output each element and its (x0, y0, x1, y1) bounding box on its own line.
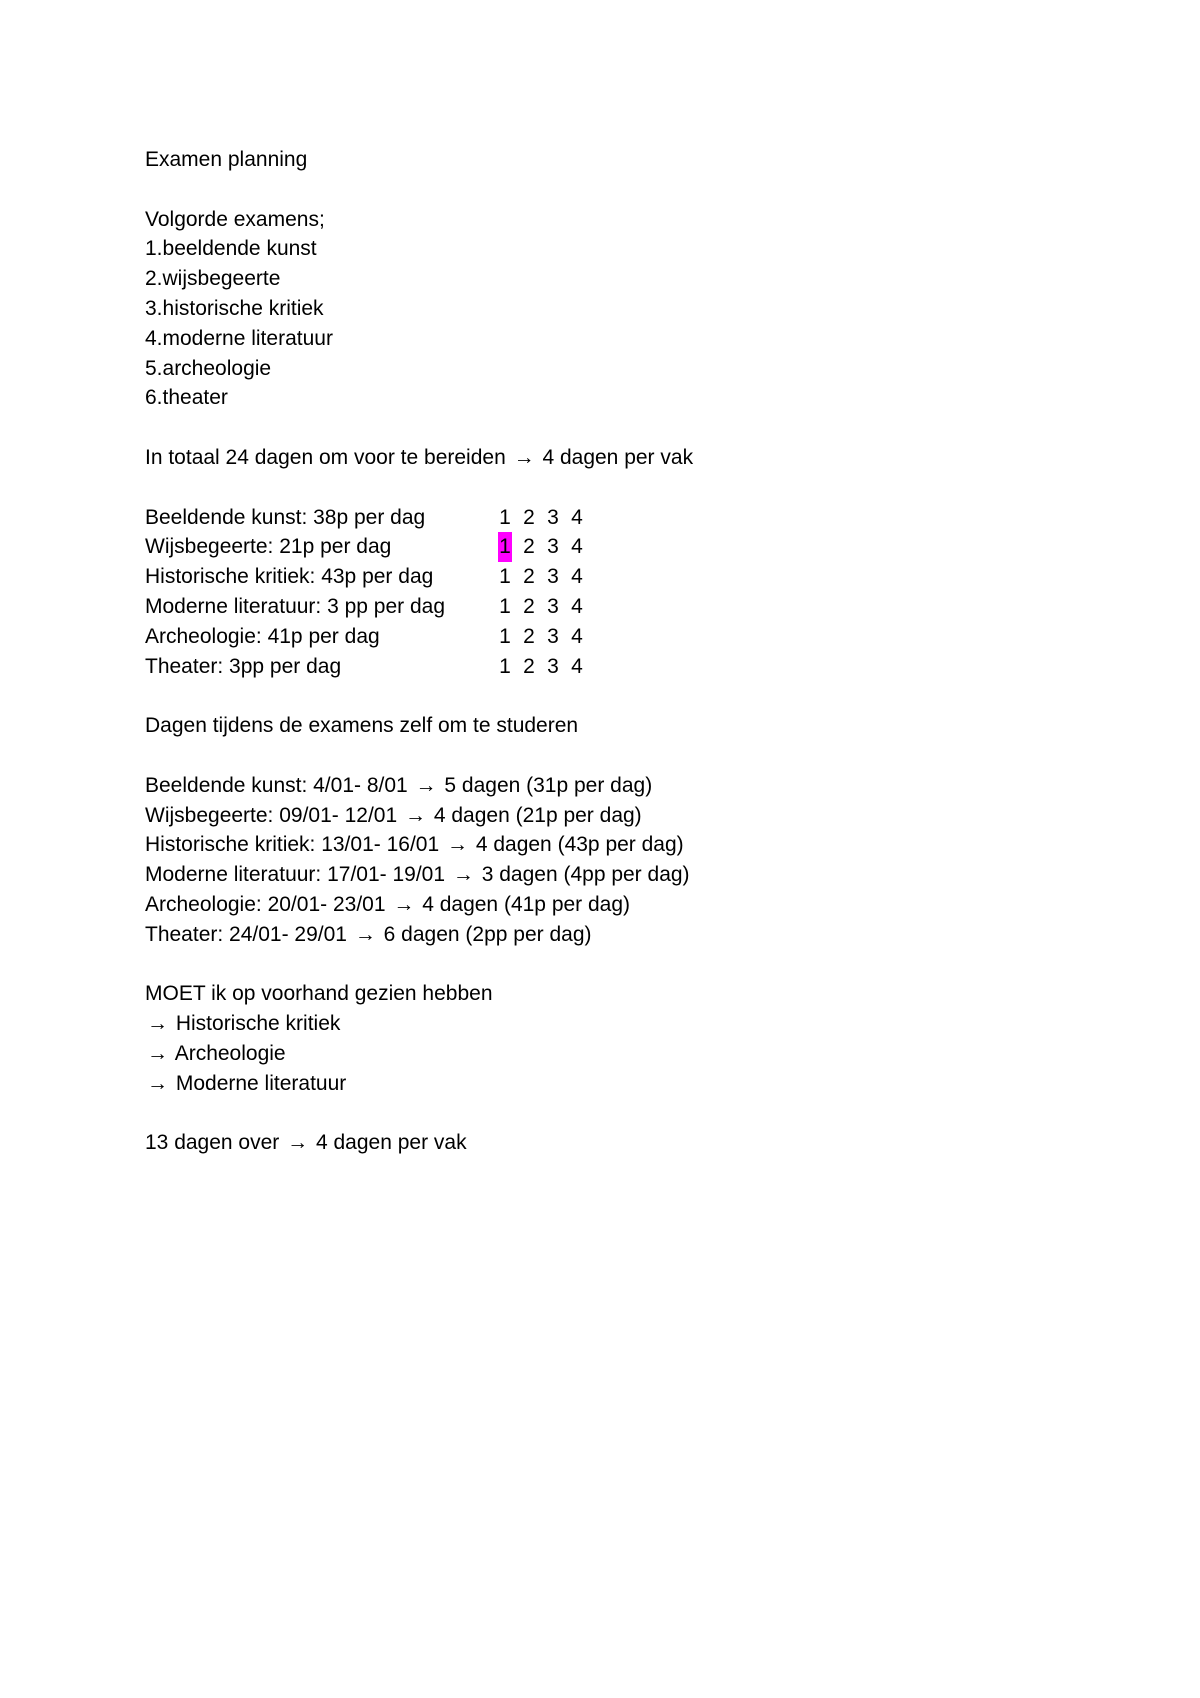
day-number: 3 (547, 565, 559, 589)
during-row-result: 6 dagen (2pp per dag) (383, 922, 592, 946)
day-number: 1 (499, 505, 511, 529)
document-title: Examen planning (145, 148, 308, 171)
prep-row (145, 562, 1045, 592)
during-row (145, 830, 1045, 860)
blank-line (145, 681, 1045, 711)
day-number: 4 (571, 505, 583, 529)
total-days-line (145, 443, 1045, 473)
prep-row-days (493, 532, 589, 562)
day-number: 2 (523, 535, 535, 559)
blank-line (145, 175, 1045, 205)
blank-line (145, 473, 1045, 503)
arrow-icon: → (415, 773, 437, 797)
during-row (145, 771, 1045, 801)
arrow-icon: → (393, 892, 415, 916)
during-row-dates: Wijsbegeerte: 09/01- 12/01 (145, 803, 398, 827)
during-row-dates: Moderne literatuur: 17/01- 19/01 (145, 863, 446, 887)
day-number: 1 (499, 565, 511, 589)
arrow-icon: → (147, 1041, 168, 1065)
must-item (145, 1069, 1045, 1099)
prep-row-days (493, 622, 589, 652)
day-number: 2 (523, 505, 535, 529)
remaining-days-result: 4 dagen per vak (315, 1131, 467, 1155)
during-heading: Dagen tijdens de examens zelf om te studeren (145, 714, 579, 738)
prep-row (145, 532, 1045, 562)
during-row (145, 801, 1045, 831)
during-row (145, 890, 1045, 920)
day-number: 4 (571, 594, 583, 618)
blank-line (145, 413, 1045, 443)
order-heading: Volgorde examens; (145, 207, 325, 231)
during-row-result: 4 dagen (21p per dag) (433, 803, 642, 827)
arrow-icon: → (513, 445, 535, 469)
prep-row-days (493, 562, 589, 592)
remaining-days-line (145, 1128, 1045, 1158)
during-row-dates: Theater: 24/01- 29/01 (145, 922, 347, 946)
blank-line (145, 1099, 1045, 1129)
prep-row-label: Historische kritiek: 43p per dag (145, 565, 434, 589)
day-number: 1 (499, 624, 511, 648)
during-row-result: 4 dagen (41p per dag) (422, 892, 631, 916)
day-number: 2 (523, 624, 535, 648)
prep-row-label: Theater: 3pp per dag (145, 654, 342, 678)
prep-row (145, 622, 1045, 652)
day-number: 3 (547, 624, 559, 648)
total-days-result: 4 dagen per vak (542, 445, 694, 469)
arrow-icon: → (446, 833, 468, 857)
during-row (145, 920, 1045, 950)
must-item (145, 1009, 1045, 1039)
prep-row-days (493, 592, 589, 622)
order-item: 6.theater (145, 386, 228, 410)
order-item: 4.moderne literatuur (145, 326, 333, 350)
prep-row-label: Beeldende kunst: 38p per dag (145, 505, 426, 529)
during-row-result: 5 dagen (31p per dag) (444, 773, 653, 797)
day-number: 3 (547, 654, 559, 678)
must-item-text: Historische kritiek (175, 1012, 341, 1036)
day-number: 1 (499, 594, 511, 618)
must-item-text: Archeologie (174, 1041, 286, 1065)
day-number: 4 (571, 624, 583, 648)
must-heading: MOET ik op voorhand gezien hebben (145, 982, 493, 1006)
day-number: 3 (547, 535, 559, 559)
during-row-dates: Archeologie: 20/01- 23/01 (145, 892, 386, 916)
prep-row-label: Wijsbegeerte: 21p per dag (145, 535, 392, 559)
arrow-icon: → (147, 1071, 168, 1095)
during-row-dates: Historische kritiek: 13/01- 16/01 (145, 833, 440, 857)
day-number: 4 (571, 654, 583, 678)
must-item (145, 1039, 1045, 1069)
during-row (145, 860, 1045, 890)
arrow-icon: → (287, 1131, 309, 1155)
document-content (145, 145, 1045, 1158)
day-number: 2 (523, 654, 535, 678)
arrow-icon: → (405, 803, 426, 827)
prep-row-days (493, 503, 589, 533)
day-number: 2 (523, 594, 535, 618)
order-item: 1.beeldende kunst (145, 237, 317, 261)
day-number: 1 (499, 654, 511, 678)
day-number: 3 (547, 505, 559, 529)
day-number: 3 (547, 594, 559, 618)
total-days-text: In totaal 24 dagen om voor te bereiden (145, 445, 506, 469)
day-number: 4 (571, 535, 583, 559)
during-row-result: 4 dagen (43p per dag) (475, 833, 684, 857)
prep-row (145, 592, 1045, 622)
prep-row-label: Moderne literatuur: 3 pp per dag (145, 594, 446, 618)
order-item: 5.archeologie (145, 356, 272, 380)
blank-line (145, 741, 1045, 771)
order-item: 3.historische kritiek (145, 296, 324, 320)
prep-row (145, 503, 1045, 533)
remaining-days-text: 13 dagen over (145, 1131, 280, 1155)
prep-row-days (493, 652, 589, 682)
prep-row (145, 652, 1045, 682)
day-number: 2 (523, 565, 535, 589)
during-row-result: 3 dagen (4pp per dag) (481, 863, 690, 887)
arrow-icon: → (354, 922, 376, 946)
must-item-text: Moderne literatuur (175, 1071, 347, 1095)
day-number: 4 (571, 565, 583, 589)
day-number-highlighted: 1 (498, 532, 512, 562)
during-row-dates: Beeldende kunst: 4/01- 8/01 (145, 773, 408, 797)
order-item: 2.wijsbegeerte (145, 267, 281, 291)
arrow-icon: → (147, 1012, 168, 1036)
blank-line (145, 950, 1045, 980)
arrow-icon: → (452, 863, 474, 887)
prep-row-label: Archeologie: 41p per dag (145, 624, 380, 648)
